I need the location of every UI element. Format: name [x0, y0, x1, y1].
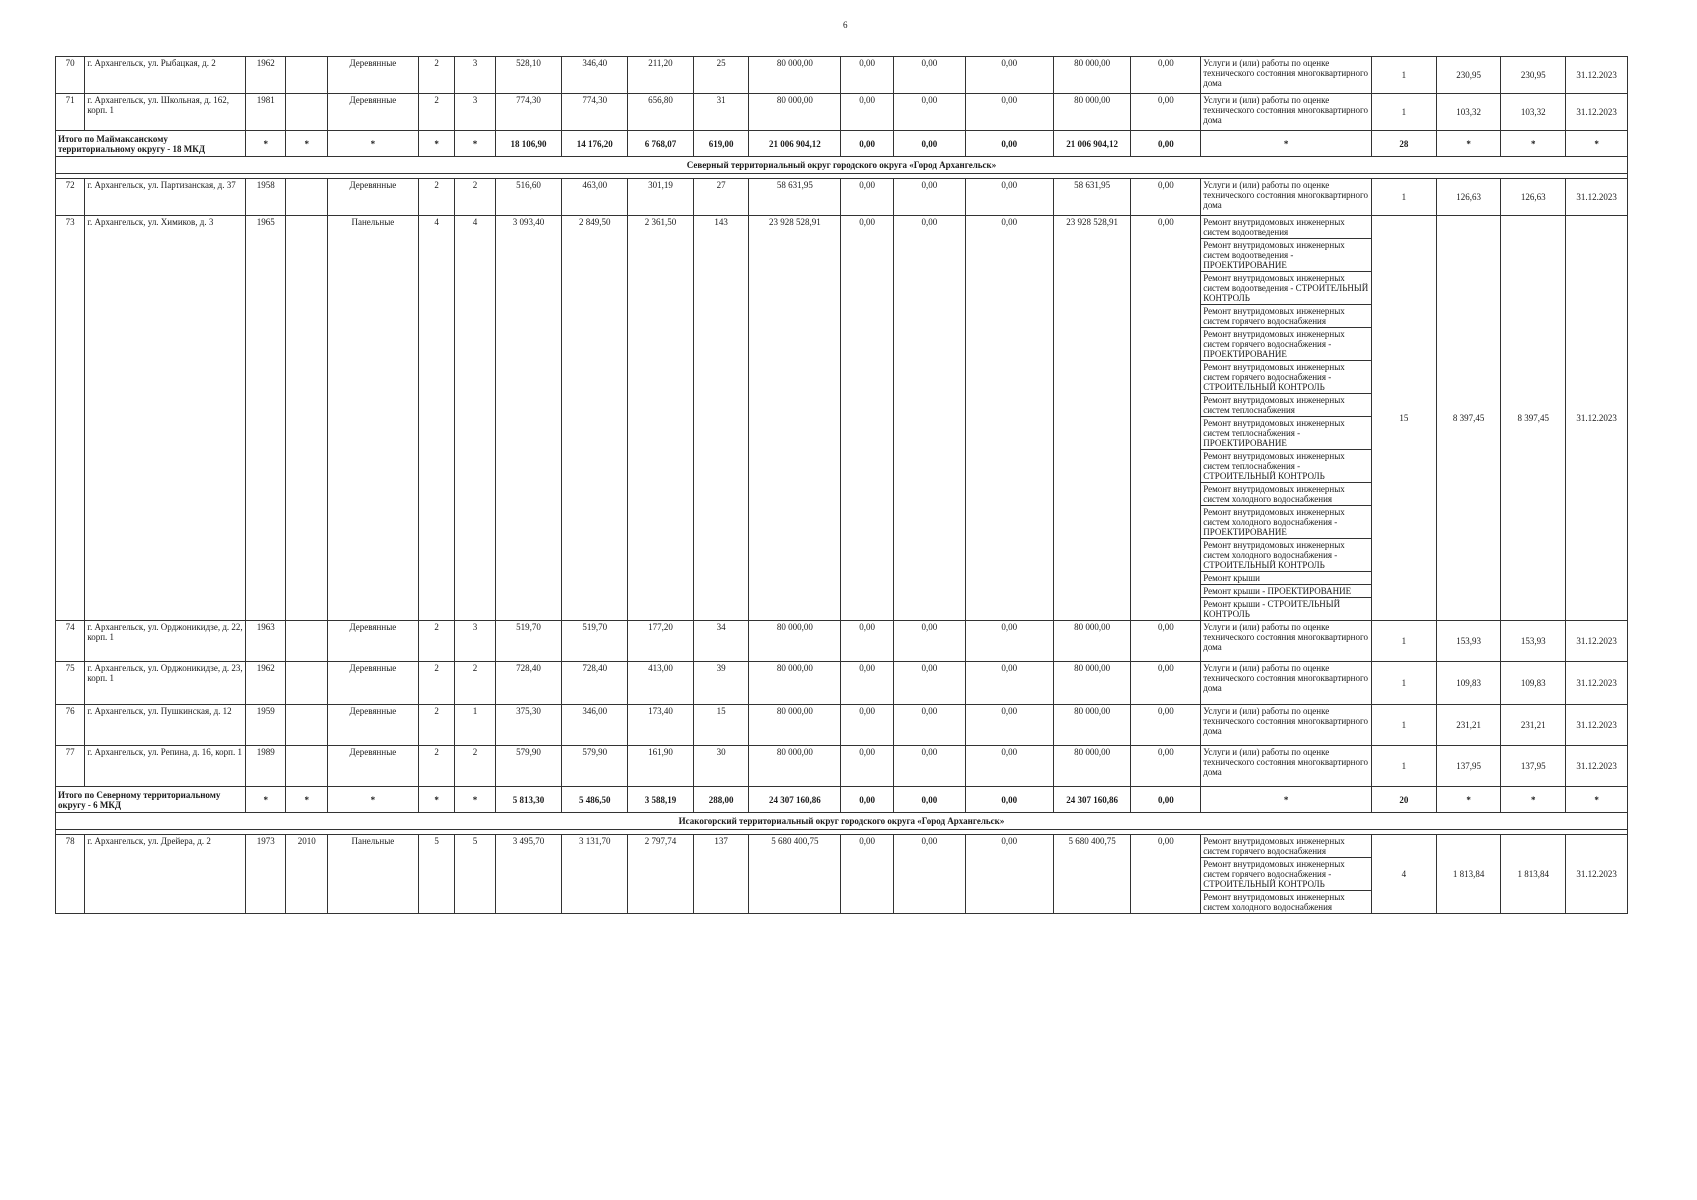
- service-item: Ремонт внутридомовых инженерных систем холодного водоснабжения: [1203, 892, 1345, 912]
- total-c1: 0,00: [841, 787, 894, 813]
- cell-address: г. Архангельск, ул. Пушкинская, д. 12: [85, 705, 246, 746]
- service-item: Ремонт внутридомовых инженерных систем горячего водоснабжения - ПРОЕКТИРОВАНИЕ: [1201, 328, 1371, 361]
- cell-c2: 0,00: [893, 179, 965, 216]
- cell-area-total: 728,40: [495, 662, 562, 705]
- cell-entrances: 2: [455, 662, 495, 705]
- services-cell: [1201, 57, 1372, 94]
- cell-year: 1981: [246, 94, 286, 131]
- cell-people: 15: [693, 705, 749, 746]
- cell-year2: [286, 746, 327, 787]
- cell-cost-total: 80 000,00: [749, 621, 841, 662]
- total-c3: 0,00: [965, 787, 1053, 813]
- cell-c2: 0,00: [893, 662, 965, 705]
- services-cell: [1201, 621, 1372, 662]
- total-c5: 0,00: [1131, 787, 1201, 813]
- cell-c5: 0,00: [1131, 179, 1201, 216]
- cell-c4: 80 000,00: [1053, 621, 1131, 662]
- cell-c3: 0,00: [965, 662, 1053, 705]
- cell-floors: 2: [418, 705, 454, 746]
- cell-max-cost: 230,95: [1501, 57, 1566, 94]
- cell-c5: 0,00: [1131, 705, 1201, 746]
- service-item: Ремонт крыши - СТРОИТЕЛЬНЫЙ КОНТРОЛЬ: [1203, 599, 1341, 619]
- cell-area-total: 516,60: [495, 179, 562, 216]
- total-star: *: [1501, 131, 1566, 157]
- cell-area-total: 3 093,40: [495, 216, 562, 621]
- cell-people: 39: [693, 662, 749, 705]
- cell-c4: 80 000,00: [1053, 705, 1131, 746]
- cell-c3: 0,00: [965, 621, 1053, 662]
- service-item: Услуги и (или) работы по оценке технического состояния многоквартирного дома: [1203, 95, 1368, 125]
- total-c5: 0,00: [1131, 131, 1201, 157]
- cell-address: г. Архангельск, ул. Репина, д. 16, корп. 1: [85, 746, 246, 787]
- total-c4: 24 307 160,86: [1053, 787, 1131, 813]
- service-item: Ремонт внутридомовых инженерных систем водоотведения - ПРОЕКТИРОВАНИЕ: [1201, 239, 1371, 272]
- cell-area-res: 774,30: [562, 94, 628, 131]
- cell-material: Деревянные: [327, 705, 418, 746]
- service-item: Ремонт внутридомовых инженерных систем горячего водоснабжения: [1201, 835, 1371, 858]
- cell-people: 31: [693, 94, 749, 131]
- cell-entrances: 5: [455, 835, 495, 914]
- total-area-res: 5 486,50: [562, 787, 628, 813]
- cell-c5: 0,00: [1131, 94, 1201, 131]
- service-item: Ремонт внутридомовых инженерных систем водоотведения: [1201, 216, 1371, 239]
- table-row: [56, 179, 1628, 216]
- cell-unit-cost: 1 813,84: [1436, 835, 1501, 914]
- cell-entrances: 2: [455, 179, 495, 216]
- cell-c2: 0,00: [893, 705, 965, 746]
- service-item: Ремонт внутридомовых инженерных систем холодного водоснабжения - СТРОИТЕЛЬНЫЙ КОНТРОЛЬ: [1201, 539, 1371, 572]
- total-star: *: [327, 787, 418, 813]
- cell-area-res: 346,00: [562, 705, 628, 746]
- cell-cost-total: 80 000,00: [749, 705, 841, 746]
- services-cell: [1201, 746, 1372, 787]
- district-title: Северный территориальный округ городского округа «Город Архангельск»: [56, 157, 1628, 174]
- total-star: *: [1566, 131, 1628, 157]
- cell-year2: 2010: [286, 835, 327, 914]
- total-star: *: [1436, 131, 1501, 157]
- cell-floors: 2: [418, 57, 454, 94]
- service-item: Ремонт внутридомовых инженерных систем теплоснабжения: [1201, 394, 1371, 417]
- cell-c2: 0,00: [893, 621, 965, 662]
- cell-year: 1959: [246, 705, 286, 746]
- cell-floors: 2: [418, 662, 454, 705]
- cell-svc-count: 1: [1372, 179, 1437, 216]
- total-c2: 0,00: [893, 131, 965, 157]
- cell-svc-count: 1: [1372, 705, 1437, 746]
- cell-c4: 58 631,95: [1053, 179, 1131, 216]
- cell-floors: 2: [418, 94, 454, 131]
- cell-c3: 0,00: [965, 179, 1053, 216]
- district-title: Исакогорский территориальный округ городского округа «Город Архангельск»: [56, 813, 1628, 830]
- cell-year: 1962: [246, 662, 286, 705]
- service-item: Ремонт крыши - ПРОЕКТИРОВАНИЕ: [1201, 585, 1371, 598]
- cell-c2: 0,00: [893, 216, 965, 621]
- cell-material: Деревянные: [327, 179, 418, 216]
- cell-max-cost: 109,83: [1501, 662, 1566, 705]
- total-star: *: [455, 131, 495, 157]
- cell-area-total: 519,70: [495, 621, 562, 662]
- cell-area-total: 774,30: [495, 94, 562, 131]
- cell-people: 137: [693, 835, 749, 914]
- cell-unit-cost: 230,95: [1436, 57, 1501, 94]
- cell-entrances: 3: [455, 94, 495, 131]
- service-item: Ремонт внутридомовых инженерных систем водоотведения - СТРОИТЕЛЬНЫЙ КОНТРОЛЬ: [1201, 272, 1371, 305]
- cell-area-res: 728,40: [562, 662, 628, 705]
- cell-address: г. Архангельск, ул. Дрейера, д. 2: [85, 835, 246, 914]
- total-svc-count: 20: [1372, 787, 1437, 813]
- cell-c1: 0,00: [841, 94, 894, 131]
- cell-floors: 2: [418, 179, 454, 216]
- total-cost-total: 24 307 160,86: [749, 787, 841, 813]
- cell-year2: [286, 621, 327, 662]
- cell-area-total: 375,30: [495, 705, 562, 746]
- cell-year2: [286, 216, 327, 621]
- total-star: *: [1201, 131, 1372, 157]
- table-row: [56, 835, 1628, 914]
- cell-c1: 0,00: [841, 621, 894, 662]
- cell-year2: [286, 94, 327, 131]
- services-cell: [1201, 216, 1372, 621]
- cell-address: г. Архангельск, ул. Орджоникидзе, д. 23, корп. 1: [85, 662, 246, 705]
- cell-unit-cost: 231,21: [1436, 705, 1501, 746]
- cell-area-res: 2 849,50: [562, 216, 628, 621]
- total-area-res: 14 176,20: [562, 131, 628, 157]
- cell-area-res: 346,40: [562, 57, 628, 94]
- cell-n: 75: [56, 662, 85, 705]
- cell-c4: 80 000,00: [1053, 662, 1131, 705]
- cell-people: 143: [693, 216, 749, 621]
- cell-year2: [286, 705, 327, 746]
- table-row: [56, 705, 1628, 746]
- cell-svc-count: 4: [1372, 835, 1437, 914]
- cell-year: 1973: [246, 835, 286, 914]
- service-item: Услуги и (или) работы по оценке технического состояния многоквартирного дома: [1203, 663, 1368, 693]
- district-row: [56, 813, 1628, 830]
- cell-area-pub: 656,80: [628, 94, 694, 131]
- cell-year2: [286, 57, 327, 94]
- cell-entrances: 2: [455, 746, 495, 787]
- cell-area-res: 519,70: [562, 621, 628, 662]
- cell-c1: 0,00: [841, 179, 894, 216]
- cell-address: г. Архангельск, ул. Рыбацкая, д. 2: [85, 57, 246, 94]
- cell-c1: 0,00: [841, 835, 894, 914]
- cell-material: Деревянные: [327, 94, 418, 131]
- total-star: *: [246, 131, 286, 157]
- total-c3: 0,00: [965, 131, 1053, 157]
- cell-c4: 80 000,00: [1053, 746, 1131, 787]
- total-star: *: [327, 131, 418, 157]
- cell-year: 1962: [246, 57, 286, 94]
- cell-people: 27: [693, 179, 749, 216]
- cell-date: 31.12.2023: [1566, 216, 1628, 621]
- cell-date: 31.12.2023: [1566, 94, 1628, 131]
- cell-c1: 0,00: [841, 705, 894, 746]
- cell-cost-total: 80 000,00: [749, 746, 841, 787]
- service-item: Услуги и (или) работы по оценке технического состояния многоквартирного дома: [1203, 706, 1368, 736]
- cell-n: 76: [56, 705, 85, 746]
- cell-svc-count: 1: [1372, 662, 1437, 705]
- cell-cost-total: 5 680 400,75: [749, 835, 841, 914]
- cell-n: 70: [56, 57, 85, 94]
- table-row: [56, 621, 1628, 662]
- cell-year: 1989: [246, 746, 286, 787]
- total-people: 288,00: [693, 787, 749, 813]
- cell-material: Панельные: [327, 216, 418, 621]
- total-star: *: [1566, 787, 1628, 813]
- cell-unit-cost: 103,32: [1436, 94, 1501, 131]
- service-item: Услуги и (или) работы по оценке технического состояния многоквартирного дома: [1203, 747, 1368, 777]
- cell-area-total: 528,10: [495, 57, 562, 94]
- cell-max-cost: 103,32: [1501, 94, 1566, 131]
- cell-c3: 0,00: [965, 746, 1053, 787]
- cell-material: Деревянные: [327, 662, 418, 705]
- cell-year: 1958: [246, 179, 286, 216]
- cell-year2: [286, 179, 327, 216]
- cell-date: 31.12.2023: [1566, 57, 1628, 94]
- cell-c2: 0,00: [893, 57, 965, 94]
- cell-material: Деревянные: [327, 746, 418, 787]
- service-item: Ремонт внутридомовых инженерных систем горячего водоснабжения - СТРОИТЕЛЬНЫЙ КОНТРОЛЬ: [1201, 858, 1371, 891]
- cell-unit-cost: 109,83: [1436, 662, 1501, 705]
- service-item: Ремонт внутридомовых инженерных систем теплоснабжения - СТРОИТЕЛЬНЫЙ КОНТРОЛЬ: [1201, 450, 1371, 483]
- total-star: *: [1501, 787, 1566, 813]
- cell-unit-cost: 126,63: [1436, 179, 1501, 216]
- cell-entrances: 1: [455, 705, 495, 746]
- cell-area-pub: 2 797,74: [628, 835, 694, 914]
- cell-max-cost: 153,93: [1501, 621, 1566, 662]
- cell-c4: 80 000,00: [1053, 57, 1131, 94]
- cell-max-cost: 231,21: [1501, 705, 1566, 746]
- total-star: *: [418, 787, 454, 813]
- total-star: *: [246, 787, 286, 813]
- cell-area-pub: 301,19: [628, 179, 694, 216]
- cell-address: г. Архангельск, ул. Партизанская, д. 37: [85, 179, 246, 216]
- cell-area-total: 3 495,70: [495, 835, 562, 914]
- cell-cost-total: 80 000,00: [749, 94, 841, 131]
- cell-c2: 0,00: [893, 835, 965, 914]
- cell-area-res: 463,00: [562, 179, 628, 216]
- total-star: *: [1201, 787, 1372, 813]
- cell-svc-count: 15: [1372, 216, 1437, 621]
- cell-max-cost: 126,63: [1501, 179, 1566, 216]
- cell-material: Деревянные: [327, 621, 418, 662]
- service-item: Ремонт внутридомовых инженерных систем холодного водоснабжения: [1201, 483, 1371, 506]
- total-c2: 0,00: [893, 787, 965, 813]
- cell-c1: 0,00: [841, 662, 894, 705]
- cell-floors: 2: [418, 621, 454, 662]
- cell-max-cost: 1 813,84: [1501, 835, 1566, 914]
- cell-floors: 4: [418, 216, 454, 621]
- total-c1: 0,00: [841, 131, 894, 157]
- services-cell: [1201, 705, 1372, 746]
- cell-c5: 0,00: [1131, 57, 1201, 94]
- cell-area-res: 579,90: [562, 746, 628, 787]
- cell-address: г. Архангельск, ул. Орджоникидзе, д. 22, корп. 1: [85, 621, 246, 662]
- service-item: Ремонт внутридомовых инженерных систем горячего водоснабжения - СТРОИТЕЛЬНЫЙ КОНТРОЛЬ: [1201, 361, 1371, 394]
- cell-cost-total: 80 000,00: [749, 662, 841, 705]
- table-body: [56, 57, 1628, 914]
- cell-max-cost: 8 397,45: [1501, 216, 1566, 621]
- cell-svc-count: 1: [1372, 621, 1437, 662]
- cell-n: 72: [56, 179, 85, 216]
- cell-c3: 0,00: [965, 94, 1053, 131]
- total-star: *: [1436, 787, 1501, 813]
- cell-svc-count: 1: [1372, 746, 1437, 787]
- cell-c5: 0,00: [1131, 216, 1201, 621]
- cell-address: г. Архангельск, ул. Химиков, д. 3: [85, 216, 246, 621]
- table-row: [56, 216, 1628, 621]
- cell-unit-cost: 8 397,45: [1436, 216, 1501, 621]
- cell-date: 31.12.2023: [1566, 662, 1628, 705]
- cell-date: 31.12.2023: [1566, 835, 1628, 914]
- page-number: 6: [843, 20, 848, 30]
- services-cell: [1201, 94, 1372, 131]
- service-item: Услуги и (или) работы по оценке технического состояния многоквартирного дома: [1203, 180, 1368, 210]
- service-item: Ремонт внутридомовых инженерных систем теплоснабжения - ПРОЕКТИРОВАНИЕ: [1201, 417, 1371, 450]
- cell-area-pub: 413,00: [628, 662, 694, 705]
- total-area-total: 5 813,30: [495, 787, 562, 813]
- cell-c4: 23 928 528,91: [1053, 216, 1131, 621]
- total-area-total: 18 106,90: [495, 131, 562, 157]
- cell-cost-total: 23 928 528,91: [749, 216, 841, 621]
- cell-date: 31.12.2023: [1566, 179, 1628, 216]
- total-star: *: [455, 787, 495, 813]
- total-c4: 21 006 904,12: [1053, 131, 1131, 157]
- cell-c4: 5 680 400,75: [1053, 835, 1131, 914]
- cell-cost-total: 80 000,00: [749, 57, 841, 94]
- cell-entrances: 4: [455, 216, 495, 621]
- total-star: *: [286, 131, 327, 157]
- total-label: Итого по Маймаксанскому территориальному округу - 18 МКД: [56, 131, 246, 157]
- district-row: [56, 157, 1628, 174]
- cell-address: г. Архангельск, ул. Школьная, д. 162, корп. 1: [85, 94, 246, 131]
- total-row: [56, 787, 1628, 813]
- cell-area-pub: 2 361,50: [628, 216, 694, 621]
- services-cell: [1201, 835, 1372, 914]
- cell-c1: 0,00: [841, 746, 894, 787]
- total-star: *: [418, 131, 454, 157]
- cell-area-pub: 177,20: [628, 621, 694, 662]
- table-row: [56, 94, 1628, 131]
- total-row: [56, 131, 1628, 157]
- cell-n: 74: [56, 621, 85, 662]
- cell-year: 1965: [246, 216, 286, 621]
- service-item: Ремонт внутридомовых инженерных систем холодного водоснабжения - ПРОЕКТИРОВАНИЕ: [1201, 506, 1371, 539]
- cell-area-pub: 173,40: [628, 705, 694, 746]
- cell-c3: 0,00: [965, 835, 1053, 914]
- cell-floors: 5: [418, 835, 454, 914]
- cell-c5: 0,00: [1131, 621, 1201, 662]
- total-label: Итого по Северному территориальному округу - 6 МКД: [56, 787, 246, 813]
- cell-c2: 0,00: [893, 94, 965, 131]
- cell-svc-count: 1: [1372, 57, 1437, 94]
- total-svc-count: 28: [1372, 131, 1437, 157]
- cell-people: 34: [693, 621, 749, 662]
- cell-n: 73: [56, 216, 85, 621]
- cell-c4: 80 000,00: [1053, 94, 1131, 131]
- cell-entrances: 3: [455, 621, 495, 662]
- cell-material: Панельные: [327, 835, 418, 914]
- cell-area-res: 3 131,70: [562, 835, 628, 914]
- service-item: Услуги и (или) работы по оценке технического состояния многоквартирного дома: [1203, 58, 1368, 88]
- total-cost-total: 21 006 904,12: [749, 131, 841, 157]
- table-row: [56, 57, 1628, 94]
- cell-entrances: 3: [455, 57, 495, 94]
- cell-c5: 0,00: [1131, 662, 1201, 705]
- table-row: [56, 662, 1628, 705]
- cell-material: Деревянные: [327, 57, 418, 94]
- service-item: Ремонт внутридомовых инженерных систем горячего водоснабжения: [1201, 305, 1371, 328]
- cell-n: 78: [56, 835, 85, 914]
- cell-date: 31.12.2023: [1566, 621, 1628, 662]
- total-people: 619,00: [693, 131, 749, 157]
- cell-unit-cost: 153,93: [1436, 621, 1501, 662]
- cell-c2: 0,00: [893, 746, 965, 787]
- cell-year: 1963: [246, 621, 286, 662]
- total-area-pub: 6 768,07: [628, 131, 694, 157]
- cell-date: 31.12.2023: [1566, 705, 1628, 746]
- cell-c1: 0,00: [841, 57, 894, 94]
- total-star: *: [286, 787, 327, 813]
- cell-people: 30: [693, 746, 749, 787]
- cell-n: 71: [56, 94, 85, 131]
- cell-area-pub: 211,20: [628, 57, 694, 94]
- cell-c1: 0,00: [841, 216, 894, 621]
- cell-c5: 0,00: [1131, 835, 1201, 914]
- services-cell: [1201, 179, 1372, 216]
- cell-c3: 0,00: [965, 216, 1053, 621]
- cell-unit-cost: 137,95: [1436, 746, 1501, 787]
- cell-c3: 0,00: [965, 705, 1053, 746]
- cell-people: 25: [693, 57, 749, 94]
- repair-program-table: [55, 56, 1628, 914]
- cell-svc-count: 1: [1372, 94, 1437, 131]
- total-area-pub: 3 588,19: [628, 787, 694, 813]
- cell-max-cost: 137,95: [1501, 746, 1566, 787]
- cell-year2: [286, 662, 327, 705]
- cell-cost-total: 58 631,95: [749, 179, 841, 216]
- services-cell: [1201, 662, 1372, 705]
- cell-n: 77: [56, 746, 85, 787]
- service-item: Ремонт крыши: [1201, 572, 1371, 585]
- table-row: [56, 746, 1628, 787]
- cell-c3: 0,00: [965, 57, 1053, 94]
- cell-floors: 2: [418, 746, 454, 787]
- cell-c5: 0,00: [1131, 746, 1201, 787]
- cell-area-total: 579,90: [495, 746, 562, 787]
- cell-date: 31.12.2023: [1566, 746, 1628, 787]
- cell-area-pub: 161,90: [628, 746, 694, 787]
- service-item: Услуги и (или) работы по оценке технического состояния многоквартирного дома: [1203, 622, 1368, 652]
